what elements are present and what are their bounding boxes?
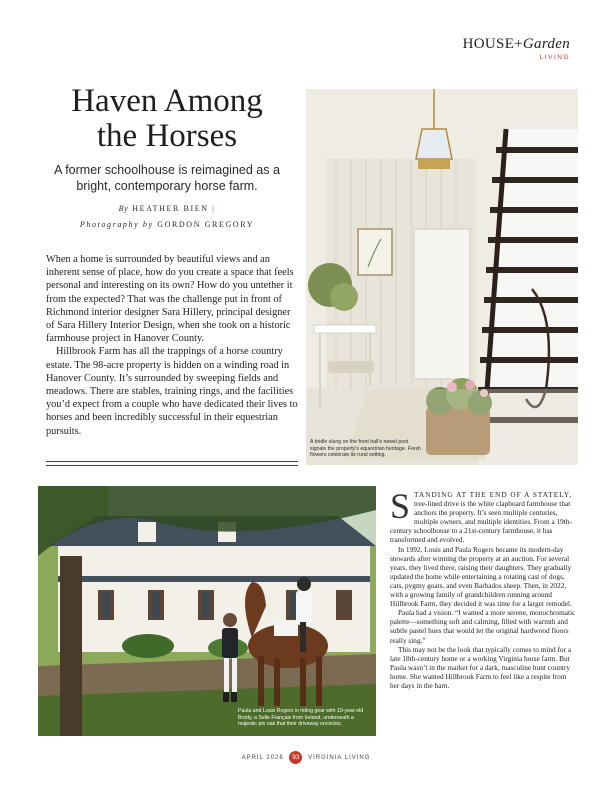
section-subtitle: LIVING xyxy=(539,54,570,61)
photo-credit-label: Photography by xyxy=(79,220,154,229)
headline-line-1: Haven Among xyxy=(71,83,263,119)
byline-by: By xyxy=(118,204,129,213)
issue-date: APRIL 2026 xyxy=(241,755,284,762)
intro-paragraph-2: Hillbrook Farm has all the trappings of a horse country estate. The 98-acre property is hidden on a winding road in Hanover County. It’s surrounded by sweeping fields and meadows. There are stables, training rings, and the facilities you’d expect from a couple who have dedicated their lives to horses and been incredibly successful in their equestrian pursuits. xyxy=(46,346,298,437)
body-paragraph-3: Paula had a vision. “I wanted a more serene, monochromatic palette—something soft and calming, filled with warmth and subtle pastel hues that would let the original hardwood floors really sing.” xyxy=(390,608,576,645)
section-title-italic: Garden xyxy=(522,36,570,52)
dek: A former schoolhouse is reimagined as a bright, contemporary horse farm. xyxy=(54,163,280,193)
section-title xyxy=(463,36,570,53)
body-paragraph-4: This may not be the look that typically comes to mind for a late 18th-century home or a working Virginia horse farm. But Paula wasn’t in the market for a dark, masculine hunt country home. She wanted Hillbrook Farm to feel like a respite from her days in the barn. xyxy=(390,644,572,690)
headline xyxy=(44,84,290,154)
byline xyxy=(44,204,290,213)
article-column xyxy=(390,486,576,690)
headline-line-2: the Horses xyxy=(96,118,238,154)
intro-paragraph-1: When a home is surrounded by beautiful views and an inherent sense of place, how do you create a space that feels personal and interesting on its own? How do you untether it from the expected? That was the challenge put in front of Richmond interior designer Sara Hillery, principal designer of Sara Hillery Interior Design, when she took on a historic farmhouse project in Hanover County. xyxy=(46,254,294,345)
headline-block xyxy=(44,84,290,229)
entry-hall-illustration xyxy=(306,89,578,465)
intro-text xyxy=(46,253,298,438)
section-header xyxy=(463,36,570,61)
photographer: GORDON GREGORY xyxy=(157,220,255,229)
farmhouse-photo xyxy=(38,486,376,736)
section-title-main: HOUSE+ xyxy=(462,36,523,52)
farmhouse-caption: Paula and Louis Rogers in riding gear with 10-year-old Brody, a Selle Français from Ireland, underneath a majestic pin oak that their driveway encircles. xyxy=(238,708,364,728)
divider-rule xyxy=(46,461,298,466)
photo-credit xyxy=(44,220,290,229)
body-paragraph-1-text: tree-lined drive is the white clapboard farmhouse that anchors the property. It’s seen multiple centuries, multiple owners, and multiple identities. From a 19th-century schoolhouse to a 21st-century farmhouse, it has transformed and evolved. xyxy=(390,499,572,545)
magazine-name: VIRGINIA LIVING xyxy=(308,755,371,762)
page-number: 93 xyxy=(289,751,302,764)
body-paragraph-1 xyxy=(390,486,576,545)
lead-in: TANDING AT THE END OF A STATELY, xyxy=(414,490,573,499)
body-paragraph-2: In 1992, Louis and Paula Rogers became its modern-day stewards after winning the property at an auction. For several years, they lived there, raising their daughters. They gradually updated the home while entertaining a rotating cast of dogs, cats, pygmy goats, and even Barbados sheep. Then, in 2022, with a growing family of grandchildren running around Hillbrook Farm, they decided it was time for a larger remodel. xyxy=(390,544,572,609)
entry-hall-caption: A bridle slung on the front hall’s newel post signals the property’s equestrian heritage. Fresh flowers celebrate its rural setting. xyxy=(310,439,421,459)
byline-separator: | xyxy=(212,204,216,213)
entry-hall-photo xyxy=(306,89,578,465)
drop-cap: S xyxy=(390,486,411,526)
page-footer xyxy=(0,751,612,764)
byline-author: HEATHER BIEN xyxy=(132,204,209,213)
farmhouse-illustration xyxy=(38,486,376,736)
